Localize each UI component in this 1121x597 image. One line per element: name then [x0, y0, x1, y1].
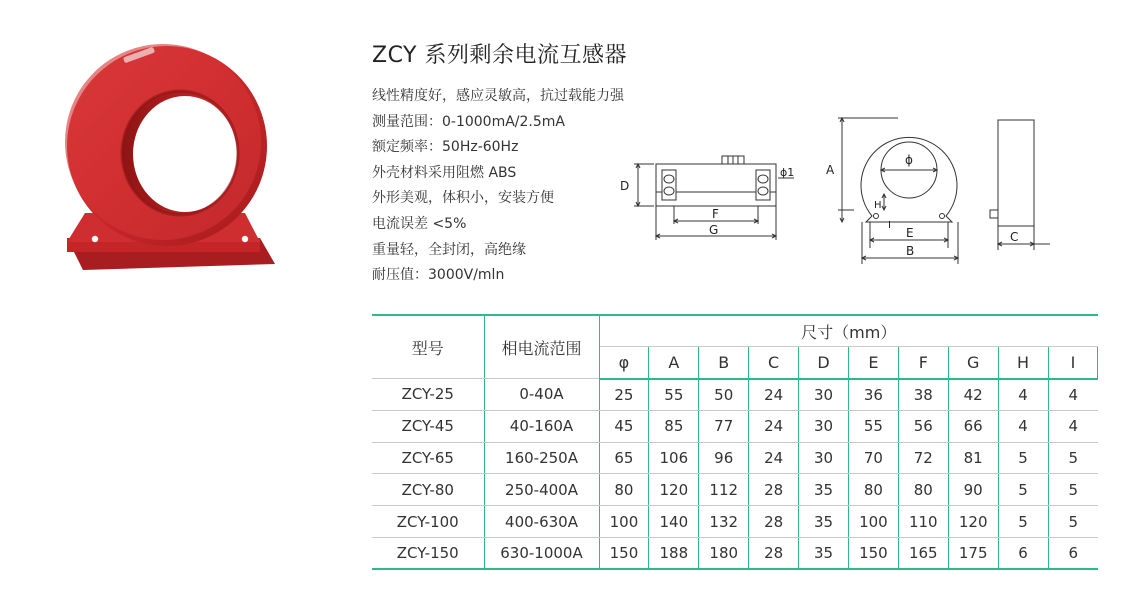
cell-dimension: 165: [898, 538, 948, 570]
cell-dimension: 80: [898, 474, 948, 506]
feature-item: 线性精度好，感应灵敏高，抗过载能力强: [372, 88, 624, 104]
header-current-range: 相电流范围: [484, 315, 599, 379]
cell-dimension: 42: [948, 379, 998, 411]
cell-model: ZCY-45: [372, 410, 484, 442]
spec-table: [372, 314, 1098, 570]
feature-item: 额定频率：50Hz-60Hz: [372, 139, 519, 156]
header-dimensions: 尺寸（mm）: [599, 315, 1098, 347]
header-size-col: I: [1048, 347, 1098, 379]
table-row: [372, 410, 1098, 442]
header-size-col: E: [848, 347, 898, 379]
cell-current-range: 400-630A: [484, 506, 599, 538]
cell-dimension: 30: [799, 442, 849, 474]
cell-dimension: 28: [749, 474, 799, 506]
cell-current-range: 250-400A: [484, 474, 599, 506]
dim-label-B: B: [906, 244, 915, 258]
dim-label-phi: ϕ: [905, 153, 913, 167]
cell-dimension: 150: [599, 538, 649, 570]
cell-current-range: 630-1000A: [484, 538, 599, 570]
cell-dimension: 96: [699, 442, 749, 474]
table-row: [372, 506, 1098, 538]
cell-dimension: 140: [649, 506, 699, 538]
cell-model: ZCY-100: [372, 506, 484, 538]
cell-dimension: 175: [948, 538, 998, 570]
cell-dimension: 66: [948, 410, 998, 442]
feature-item: 电流误差 <5%: [372, 215, 467, 232]
header-model: 型号: [372, 315, 484, 379]
feature-list: [372, 84, 624, 289]
cell-dimension: 110: [898, 506, 948, 538]
side-view-drawing: [612, 148, 804, 244]
cell-dimension: 35: [799, 538, 849, 570]
profile-view-drawing: [980, 112, 1060, 256]
cell-dimension: 4: [998, 410, 1048, 442]
cell-dimension: 112: [699, 474, 749, 506]
cell-dimension: 55: [649, 379, 699, 411]
table-row: [372, 538, 1098, 570]
cell-dimension: 132: [699, 506, 749, 538]
cell-dimension: 28: [749, 538, 799, 570]
dim-label-G: G: [709, 223, 719, 237]
cell-dimension: 55: [848, 410, 898, 442]
cell-dimension: 80: [848, 474, 898, 506]
cell-model: ZCY-80: [372, 474, 484, 506]
dim-label-E: E: [906, 226, 914, 240]
cell-dimension: 5: [1048, 474, 1098, 506]
cell-dimension: 35: [799, 506, 849, 538]
cell-model: ZCY-65: [372, 442, 484, 474]
table-row: [372, 379, 1098, 411]
cell-current-range: 0-40A: [484, 379, 599, 411]
feature-item: 外形美观，体积小，安装方便: [372, 190, 554, 207]
dim-label-C: C: [1010, 230, 1019, 244]
cell-dimension: 90: [948, 474, 998, 506]
cell-dimension: 65: [599, 442, 649, 474]
header-size-col: A: [649, 347, 699, 379]
header-size-col: H: [998, 347, 1048, 379]
cell-dimension: 30: [799, 379, 849, 411]
feature-item: 耐压值：3000V/mln: [372, 267, 505, 284]
dim-label-phi1: ϕ1: [780, 166, 795, 179]
cell-dimension: 35: [799, 474, 849, 506]
cell-dimension: 6: [998, 538, 1048, 570]
cell-dimension: 85: [649, 410, 699, 442]
cell-dimension: 100: [599, 506, 649, 538]
cell-dimension: 5: [998, 442, 1048, 474]
cell-dimension: 5: [998, 506, 1048, 538]
cell-dimension: 24: [749, 410, 799, 442]
header-size-col: D: [799, 347, 849, 379]
cell-dimension: 28: [749, 506, 799, 538]
cell-dimension: 5: [998, 474, 1048, 506]
cell-dimension: 38: [898, 379, 948, 411]
cell-dimension: 72: [898, 442, 948, 474]
cell-dimension: 4: [1048, 379, 1098, 411]
cell-dimension: 30: [799, 410, 849, 442]
cell-dimension: 100: [848, 506, 898, 538]
header-size-col: F: [898, 347, 948, 379]
cell-dimension: 150: [848, 538, 898, 570]
cell-dimension: 24: [749, 379, 799, 411]
feature-item: 测量范围：0-1000mA/2.5mA: [372, 113, 565, 130]
cell-model: ZCY-150: [372, 538, 484, 570]
cell-dimension: 188: [649, 538, 699, 570]
header-size-col: G: [948, 347, 998, 379]
cell-dimension: 81: [948, 442, 998, 474]
product-photo: [55, 38, 285, 278]
cell-dimension: 120: [948, 506, 998, 538]
feature-item: 重量轻，全封闭，高绝缘: [372, 241, 526, 258]
dim-label-A: A: [826, 163, 835, 177]
cell-dimension: 70: [848, 442, 898, 474]
cell-dimension: 4: [1048, 410, 1098, 442]
feature-item: 外壳材料采用阻燃 ABS: [372, 164, 517, 181]
dim-label-I: I: [888, 220, 891, 231]
cell-dimension: 4: [998, 379, 1048, 411]
dim-label-F: F: [712, 207, 719, 221]
cell-dimension: 180: [699, 538, 749, 570]
cell-model: ZCY-25: [372, 379, 484, 411]
cell-dimension: 6: [1048, 538, 1098, 570]
dim-label-H: H: [874, 200, 882, 211]
cell-dimension: 5: [1048, 506, 1098, 538]
table-row: [372, 474, 1098, 506]
cell-dimension: 25: [599, 379, 649, 411]
front-view-drawing: [818, 112, 976, 268]
cell-dimension: 77: [699, 410, 749, 442]
cell-dimension: 120: [649, 474, 699, 506]
table-row: [372, 442, 1098, 474]
cell-dimension: 24: [749, 442, 799, 474]
header-size-col: φ: [599, 347, 649, 379]
cell-current-range: 40-160A: [484, 410, 599, 442]
header-size-col: B: [699, 347, 749, 379]
cell-dimension: 45: [599, 410, 649, 442]
cell-dimension: 80: [599, 474, 649, 506]
product-title: ZCY 系列剩余电流互感器: [372, 43, 627, 68]
cell-dimension: 36: [848, 379, 898, 411]
cell-dimension: 106: [649, 442, 699, 474]
header-size-col: C: [749, 347, 799, 379]
cell-current-range: 160-250A: [484, 442, 599, 474]
cell-dimension: 56: [898, 410, 948, 442]
cell-dimension: 50: [699, 379, 749, 411]
dim-label-D: D: [620, 179, 630, 193]
cell-dimension: 5: [1048, 442, 1098, 474]
